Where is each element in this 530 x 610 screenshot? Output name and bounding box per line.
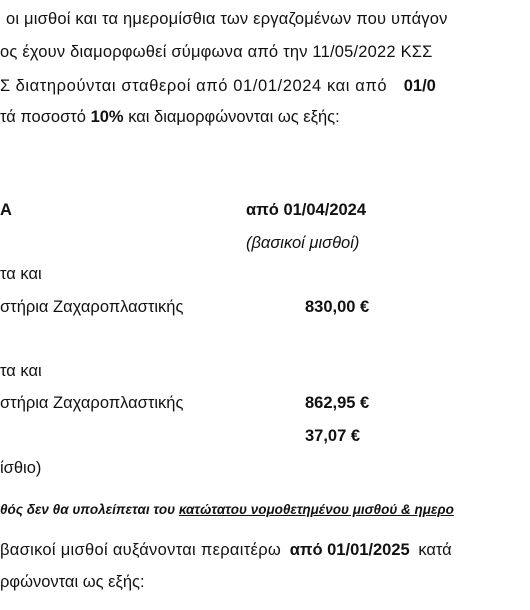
table-subheader: (βασικοί μισθοί) [246, 234, 360, 252]
note-underlined: κατώτατου νομοθετημένου μισθού & ημερο [178, 502, 454, 517]
paragraph1-line2: ος έχουν διαμορφωθεί σύμφωνα από την 11/05/2022 ΚΣΣ [0, 43, 433, 61]
paragraph2-line2: ρφώνονται ως εξής: [0, 573, 145, 591]
paragraph1-line3 [0, 76, 436, 96]
table-header-right: από 01/04/2024 [246, 201, 367, 219]
paragraph1-line4-post: και διαμορφώνονται ως εξής: [128, 108, 340, 126]
paragraph2-line1-post: κατά [418, 541, 452, 559]
paragraph1-line4-pre: τά ποσοστό [0, 108, 86, 126]
row1-label-line2: στήρια Ζαχαροπλαστικής [0, 298, 184, 316]
paragraph1-line1: οι μισθοί και τα ημερομίσθια των εργαζομένων που υπάγον [6, 10, 448, 28]
paragraph1-line3-bold: 01/0 [403, 77, 436, 95]
paragraph2-line1-pre: βασικοί μισθοί αυξάνονται περαιτέρω [0, 541, 282, 559]
table-header-left: Α [0, 201, 12, 219]
row3-value: 37,07 € [305, 427, 361, 445]
paragraph1-line4 [0, 107, 340, 127]
row2-value: 862,95 € [305, 394, 370, 412]
row2-label-line1: τα και [0, 362, 42, 380]
note-pre: θός δεν θα υπολείπεται του [0, 502, 176, 517]
paragraph1-line4-bold: 10% [90, 108, 124, 126]
paragraph1-line3-text: διατηρούνται σταθεροί από 01/01/2024 και από [15, 77, 388, 95]
paragraph2-line1-bold: από 01/01/2025 [289, 541, 410, 559]
line3-indent: Σ [0, 77, 11, 95]
paragraph2-line1 [0, 540, 452, 560]
row1-label-line1: τα και [0, 265, 42, 283]
row2-label-line2: στήρια Ζαχαροπλαστικής [0, 394, 184, 412]
row3-label: ίσθιο) [0, 459, 42, 477]
row1-value: 830,00 € [305, 298, 370, 316]
minimum-wage-note [0, 500, 454, 520]
